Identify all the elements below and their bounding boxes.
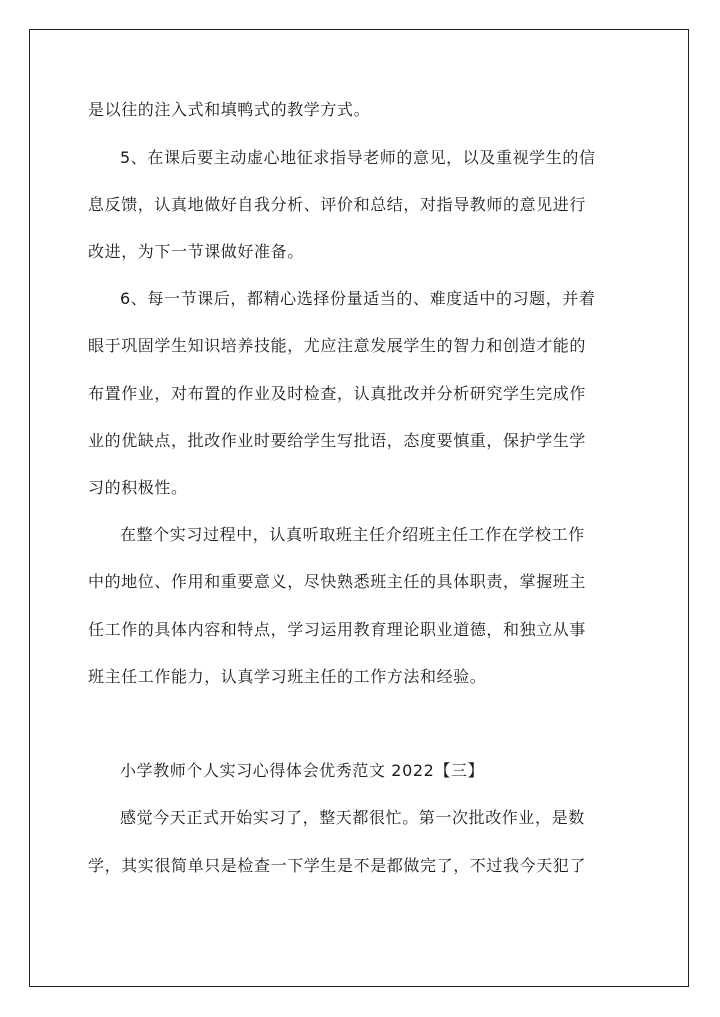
section-heading: 小学教师个人实习心得体会优秀范文 2022【三】: [120, 761, 485, 780]
paragraph-line: 5、在课后要主动虚心地征求指导老师的意见，以及重视学生的信: [120, 148, 596, 167]
paragraph-line: 是以往的注入式和填鸭式的教学方式。: [88, 100, 371, 119]
paragraph-line: 改进，为下一节课做好准备。: [88, 242, 304, 261]
paragraph-line: 感觉今天正式开始实习了，整天都很忙。第一次批改作业，是数: [120, 808, 585, 827]
paragraph-line: 班主任工作能力，认真学习班主任的工作方法和经验。: [88, 667, 487, 686]
paragraph-line: 息反馈，认真地做好自我分析、评价和总结，对指导教师的意见进行: [88, 195, 587, 214]
paragraph-line: 眼于巩固学生知识培养技能，尤应注意发展学生的智力和创造才能的: [88, 336, 587, 355]
paragraph-line: 6、每一节课后，都精心选择份量适当的、难度适中的习题，并着: [120, 289, 596, 308]
paragraph-line: 中的地位、作用和重要意义，尽快熟悉班主任的具体职责，掌握班主: [88, 572, 587, 591]
paragraph-line: 学，其实很简单只是检查一下学生是不是都做完了，不过我今天犯了: [88, 856, 587, 875]
page-border: [29, 29, 689, 987]
paragraph-line: 习的积极性。: [88, 478, 188, 497]
paragraph-line: 业的优缺点，批改作业时要给学生写批语，态度要慎重，保护学生学: [88, 431, 587, 450]
paragraph-line: 在整个实习过程中，认真听取班主任介绍班主任工作在学校工作: [120, 525, 585, 544]
paragraph-line: 任工作的具体内容和特点，学习运用教育理论职业道德，和独立从事: [88, 620, 587, 639]
paragraph-line: 布置作业，对布置的作业及时检查，认真批改并分析研究学生完成作: [88, 384, 587, 403]
